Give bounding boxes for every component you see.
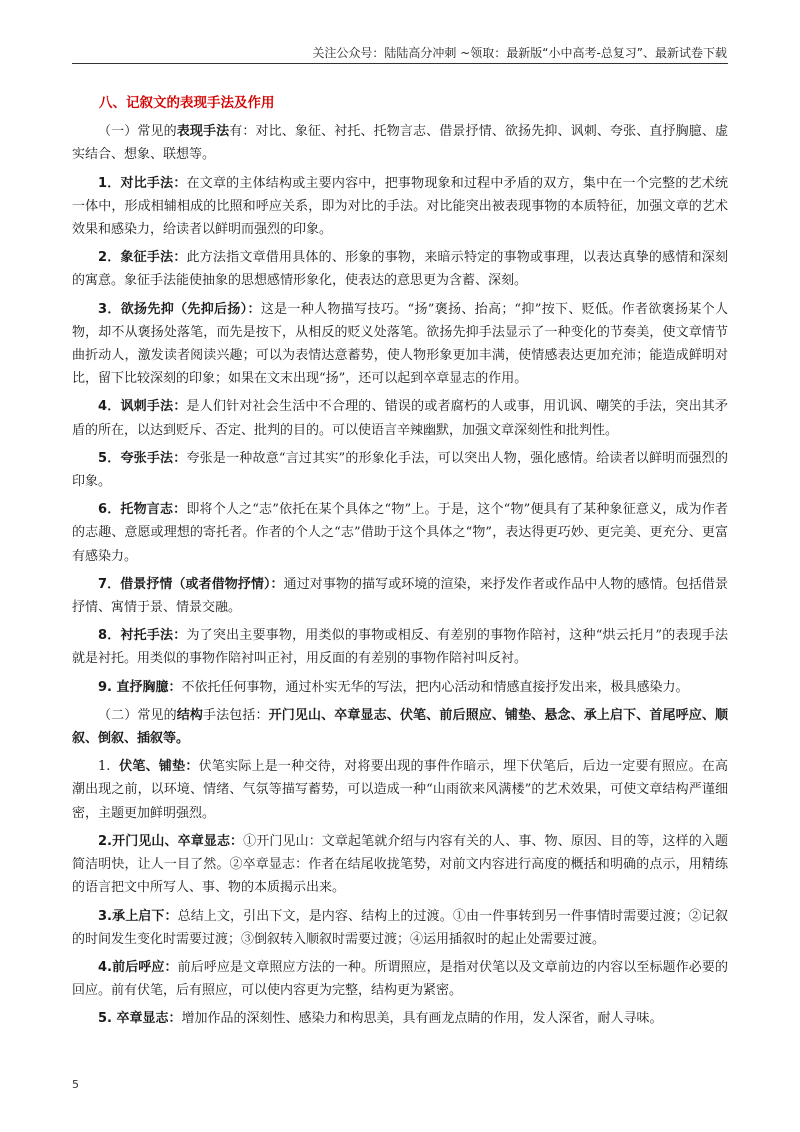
expression-item [72,573,728,619]
structure-item [72,1007,728,1030]
structure-item-text: ①开门见山：文章起笔就介绍与内容有关的人、事、物、原因、目的等，这样的入题简洁明快，让人一目了然。②卒章显志：作者在结尾收拢笔势，对前文内容进行高度的概括和明确的点示，用精练的语言把文中所写人、事、物的本质揭示出来。 [72,833,728,896]
expression-item-text: 夸张是一种故意“言过其实”的形象化手法，可以突出人物，强化感情。给读者以鲜明而强烈的印象。 [72,450,729,490]
expression-intro-prefix: （一）常见的 [98,124,177,140]
structure-item-text: 增加作品的深刻性、感染力和构思美，具有画龙点睛的作用，发人深省，耐人寻味。 [181,1011,663,1027]
structure-item-label: 3.承上启下： [98,908,178,924]
expression-item-label: 6．托物言志： [98,502,187,518]
expression-intro-bold: 表现手法 [176,124,230,140]
expression-item-label: 5．夸张手法： [98,450,187,466]
header-divider [72,63,728,64]
expression-item-label: 9. 直抒胸臆： [98,679,182,695]
structure-intro-bold: 结构 [176,707,204,723]
structure-intro-prefix: （二）常见的 [98,707,177,723]
structure-item-number: 1. [98,759,111,775]
expression-item [72,246,728,292]
expression-item [72,498,728,568]
structure-item-text: 总结上文，引出下文，是内容、结构上的过渡。①由一件事转到另一件事情时需要过渡；②记叙的时间发生变化时需要过渡；③倒叙转入顺叙时需要过渡；④运用插叙时的起止处需要过渡。 [72,908,728,947]
expression-item [72,676,728,699]
expression-item-text: 此方法指文章借用具体的、形象的事物，来暗示特定的事物或事理，以表达真挚的感情和深刻的寓意。象征手法能使抽象的思想感情形象化，使表达的意思更为含蓄、深刻。 [72,250,728,289]
expression-item-label: 8．衬托手法： [98,628,187,644]
expression-item [72,395,728,441]
expression-item [72,298,728,391]
structure-item [72,830,728,900]
structure-item-label: 4.前后呼应： [98,959,178,975]
expression-item-label: 3．欲扬先抑（先抑后扬）： [98,301,261,317]
expression-item-text: 为了突出主要事物，用类似的事物或相反、有差别的事物作陪衬，这种“烘云托月”的表现手法就是衬托。用类似的事物作陪衬叫正衬，用反面的有差别的事物作陪衬叫反衬。 [72,628,729,667]
expression-item [72,447,728,493]
expression-item-label: 2．象征手法： [98,250,187,266]
structure-item-text: 伏笔实际上是一种交待，对将要出现的事件作暗示，埋下伏笔后，后边一定要有照应。在高潮出现之前，以环境、情绪、气氛等描写蓄势，可以造成一种“山雨欲来风满楼”的艺术效果，可使文章结构严谨细密，主题更加鲜明强烈。 [72,759,728,821]
expression-item-label: 1．对比手法： [98,175,187,191]
structure-item [72,755,728,825]
structure-item [72,905,728,951]
expression-item [72,172,728,242]
expression-item-text: 这是一种人物描写技巧。“扬”褒扬、抬高；“抑”按下、贬低。作者欲褒扬某个人物，却不从褒扬处落笔，而先是按下，从相反的贬义处落笔。欲扬先抑手法显示了一种变化的节奏美，使文章情节曲折动人，激发读者阅读兴趣；可以为表情达意蓄势，使人物形象更加丰满，使情感表达更加充沛；能造成鲜明对比，留下比较深刻的印象；如果在文末出现“扬”，还可以起到卒章显志的作用。 [72,301,728,387]
expression-intro-rest: 有：对比、象征、衬托、托物言志、借景抒情、欲扬先抑、讽刺、夸张、直抒胸臆、虚实结合、想象、联想等。 [72,124,728,163]
expression-item-text: 即将个人之“志”依托在某个具体之“物”上。于是，这个“物”便具有了某种象征意义，成为作者的志趣、意愿或理想的寄托者。作者的个人之“志”借助于这个具体之“物”，表达得更巧妙、更完美、更充分、更富有感染力。 [72,502,728,564]
structure-intro-list: 开门见山、卒章显志、伏笔、前后照应、铺垫、悬念、承上启下、首尾呼应、顺叙、倒叙、插叙等。 [72,707,728,747]
expression-item-text: 是人们针对社会生活中不合理的、错误的或者腐朽的人或事，用讥讽、嘲笑的手法，突出其矛盾的所在，以达到贬斥、否定、批判的目的。可以使语言辛辣幽默，加强文章深刻性和批判性。 [72,399,728,438]
structure-intro-mid: 手法包括： [203,707,269,723]
structure-item-label: 5. 卒章显志： [98,1011,182,1027]
expression-item [72,624,728,670]
expression-item-text: 通过对事物的描写或环境的渲染，来抒发作者或作品中人物的感情。包括借景抒情、寓情于景、情景交融。 [72,576,728,616]
structure-intro [72,704,728,750]
structure-item-label: 伏笔、铺垫： [119,759,199,775]
page-header: 关注公众号：陆陆高分冲刺 ~领取：最新版“小中高考-总复习”、最新试卷下载 [312,46,727,60]
document-body [72,92,728,1036]
expression-item-label: 7．借景抒情（或者借物抒情）： [98,576,284,592]
section-title: 八、记叙文的表现手法及作用 [99,95,275,111]
structure-item-label: 2.开门见山、卒章显志： [98,833,244,849]
expression-item-text: 在文章的主体结构或主要内容中，把事物现象和过程中矛盾的双方，集中在一个完整的艺术统一体中，形成相辅相成的比照和呼应关系，即为对比的手法。对比能突出被表现事物的本质特征，加强文章的艺术效果和感染力，给读者以鲜明而强烈的印象。 [72,175,728,238]
expression-item-label: 4．讽刺手法： [98,399,187,415]
structure-item [72,956,728,1002]
expression-intro [72,120,728,166]
page-number: 5 [72,1078,79,1091]
structure-item-text: 前后呼应是文章照应方法的一种。所谓照应，是指对伏笔以及文章前边的内容以至标题作必要的回应。前有伏笔，后有照应，可以使内容更为完整，结构更为紧密。 [72,959,728,999]
expression-item-text: 不依托任何事物，通过朴实无华的写法，把内心活动和情感直接抒发出来，极具感染力。 [181,679,689,695]
